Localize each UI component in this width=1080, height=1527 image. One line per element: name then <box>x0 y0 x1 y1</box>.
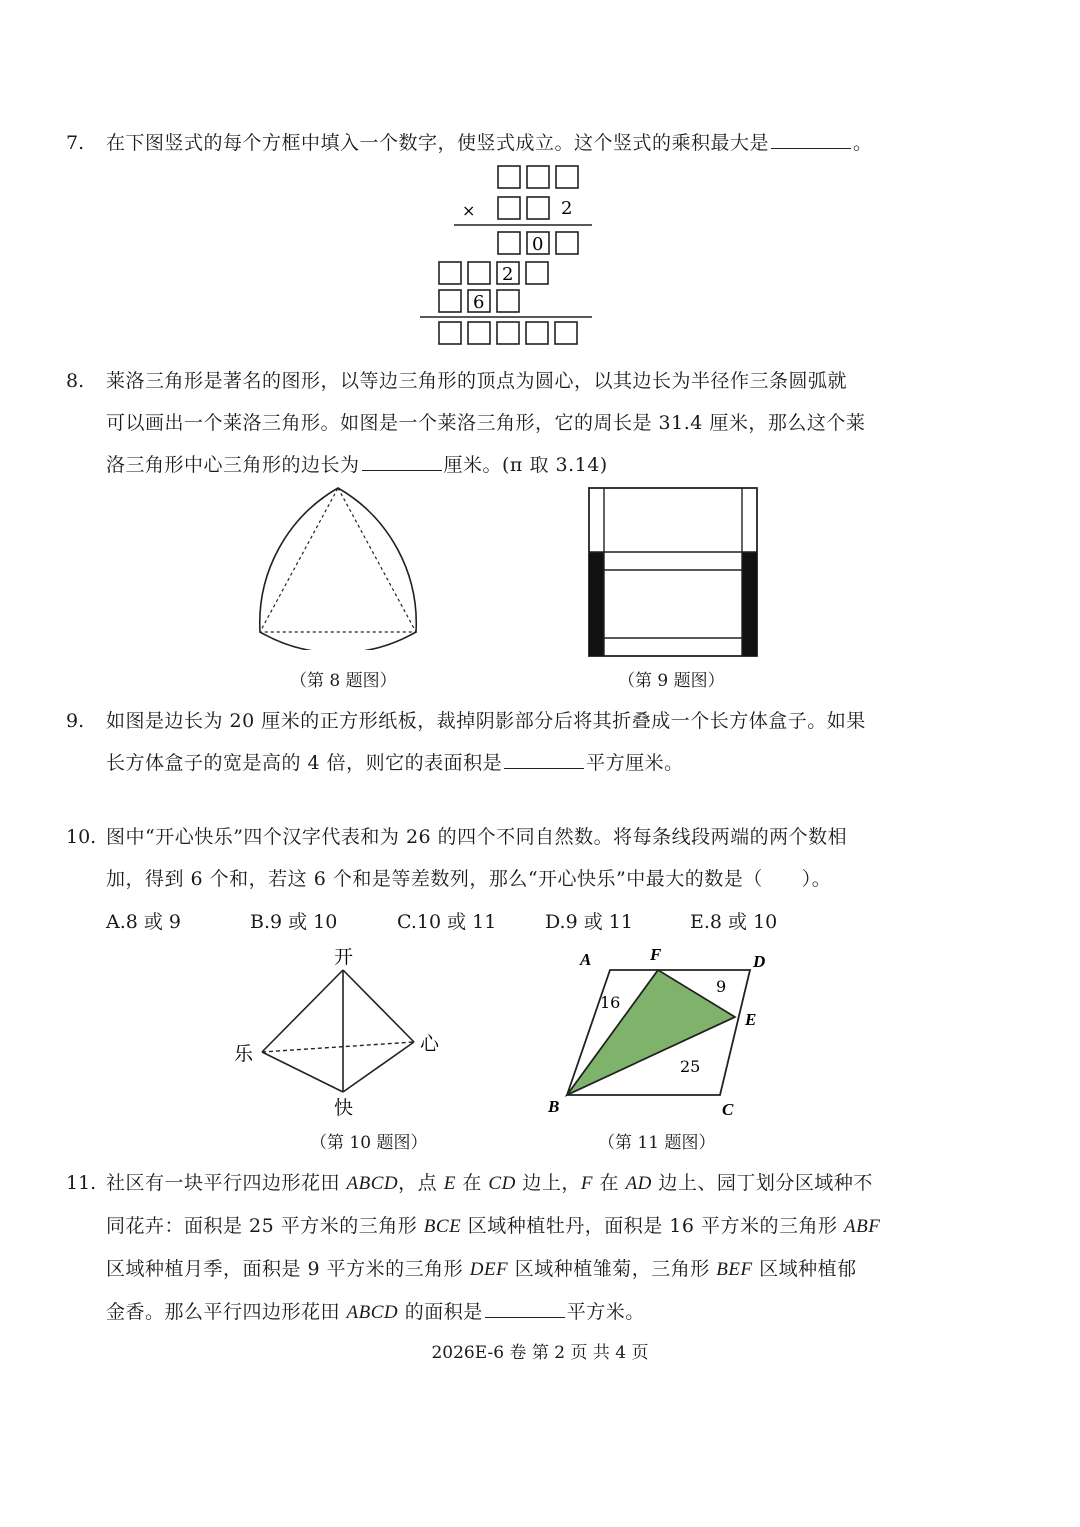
option-e[interactable]: E.8 或 10 <box>690 911 778 933</box>
q8-line2: 可以画出一个莱洛三角形。如图是一个莱洛三角形，它的周长是 31.4 厘米，那么这个莱 <box>106 412 866 434</box>
digit-2b: 2 <box>502 264 514 285</box>
q11-l2b: BCE <box>423 1216 462 1237</box>
q11-l1h: F <box>580 1173 593 1194</box>
label-kai: 开 <box>334 946 354 968</box>
q9-line1: 如图是边长为 20 厘米的正方形纸板，裁掉阴影部分后将其折叠成一个长方体盒子。如果 <box>106 710 866 732</box>
q8-line3a: 洛三角形中心三角形的边长为 <box>106 454 360 476</box>
q11-l1j: AD <box>625 1173 652 1194</box>
vertex-f: F <box>650 945 662 964</box>
question-number: 9. <box>66 710 85 732</box>
tetrahedron-figure <box>228 942 458 1122</box>
answer-blank[interactable] <box>485 1295 565 1318</box>
q11-line2 <box>106 1205 916 1248</box>
question-10 <box>66 816 916 900</box>
q11-l3e: 区域种植郁 <box>752 1258 857 1280</box>
question-8 <box>66 360 916 486</box>
q11-l4d: 平方米。 <box>566 1301 645 1323</box>
question-number: 8. <box>66 370 85 392</box>
q11-l2c: 区域种植牡丹，面积是 16 平方米的三角形 <box>461 1215 845 1237</box>
q11-line1 <box>106 1162 916 1205</box>
vertex-c: C <box>722 1100 734 1119</box>
page-footer: 2026E-6 卷 第 2 页 共 4 页 <box>431 1343 649 1363</box>
label-xin: 心 <box>420 1033 440 1055</box>
q11-l1b: ABCD <box>346 1173 399 1194</box>
figure-11-caption: （第 11 题图） <box>598 1133 716 1153</box>
q11-l2a: 同花卉：面积是 25 平方米的三角形 <box>106 1215 424 1237</box>
q11-l1k: 边上、园丁划分区域种不 <box>651 1172 873 1194</box>
question-11 <box>66 1162 916 1334</box>
vertex-a: A <box>580 950 592 969</box>
figure-10-caption: （第 10 题图） <box>310 1133 428 1153</box>
vertical-multiplication-figure <box>410 160 610 352</box>
question-number: 10. <box>66 826 97 848</box>
q11-l4a: 金香。那么平行四边形花田 <box>106 1301 347 1323</box>
answer-blank[interactable] <box>504 746 584 769</box>
q7-text: 在下图竖式的每个方框中填入一个数字，使竖式成立。这个竖式的乘积最大是 <box>106 132 770 154</box>
q11-l4c: 的面积是 <box>398 1301 483 1323</box>
q9-line2 <box>106 742 916 784</box>
q10-line2: 加，得到 6 个和，若这 6 个和是等差数列，那么“开心快乐”中最大的数是（ ）。 <box>106 868 832 890</box>
option-b[interactable]: B.9 或 10 <box>250 911 338 933</box>
q11-l4b: ABCD <box>346 1302 399 1323</box>
q11-line3 <box>106 1248 916 1291</box>
q11-l1g: 边上， <box>515 1172 581 1194</box>
parallelogram-figure <box>540 940 780 1120</box>
q11-l1a: 社区有一块平行四边形花田 <box>106 1172 347 1194</box>
area-bce: 25 <box>680 1057 701 1076</box>
reuleaux-triangle-figure <box>240 480 440 650</box>
q9-line2a: 长方体盒子的宽是高的 4 倍，则它的表面积是 <box>106 752 503 774</box>
q11-l2d: ABF <box>844 1216 881 1237</box>
q8-line3 <box>106 444 916 486</box>
shaded-triangle-bef <box>567 970 735 1095</box>
option-d[interactable]: D.9 或 11 <box>545 911 633 933</box>
figure-8-caption: （第 8 题图） <box>290 671 397 691</box>
option-c[interactable]: C.10 或 11 <box>397 911 497 933</box>
vertex-d: D <box>753 952 766 971</box>
q11-line4 <box>106 1291 916 1334</box>
area-abf: 16 <box>600 993 621 1012</box>
question-number: 11. <box>66 1172 97 1194</box>
q9-line2b: 平方厘米。 <box>586 752 684 774</box>
digit-0: 0 <box>532 234 544 255</box>
question-text <box>106 122 916 164</box>
shaded-strip-left <box>589 552 604 656</box>
q8-line1: 莱洛三角形是著名的图形，以等边三角形的顶点为圆心，以其边长为半径作三条圆弧就 <box>106 370 848 392</box>
q11-l3c: 区域种植雏菊，三角形 <box>508 1258 717 1280</box>
q11-l1e: 在 <box>455 1172 489 1194</box>
digit-2: 2 <box>561 198 573 219</box>
shaded-strip-right <box>742 552 757 656</box>
times-sign: × <box>462 201 476 220</box>
q8-line3b: 厘米。(π 取 3.14) <box>443 454 608 476</box>
vertex-e: E <box>745 1010 757 1029</box>
vertex-b: B <box>548 1097 560 1116</box>
q11-l1d: E <box>443 1173 456 1194</box>
q11-l1f: CD <box>488 1173 516 1194</box>
option-a[interactable]: A.8 或 9 <box>106 911 182 933</box>
question-9 <box>66 700 916 784</box>
question-7 <box>66 122 916 164</box>
q11-l1i: 在 <box>592 1172 626 1194</box>
q11-l3d: BEF <box>716 1259 753 1280</box>
q7-end: 。 <box>853 132 873 154</box>
q10-line1: 图中“开心快乐”四个汉字代表和为 26 的四个不同自然数。将每条线段两端的两个数相 <box>106 826 848 848</box>
area-def: 9 <box>716 977 727 996</box>
digit-6: 6 <box>473 292 485 313</box>
answer-blank[interactable] <box>362 448 442 471</box>
question-number: 7. <box>66 132 85 154</box>
label-le: 乐 <box>234 1043 254 1065</box>
answer-blank[interactable] <box>771 126 851 149</box>
square-cardboard-figure <box>585 484 765 660</box>
q11-l3b: DEF <box>469 1259 509 1280</box>
q11-l1c: ，点 <box>398 1172 444 1194</box>
q11-l3a: 区域种植月季，面积是 9 平方米的三角形 <box>106 1258 470 1280</box>
label-kuai: 快 <box>334 1097 354 1119</box>
figure-9-caption: （第 9 题图） <box>618 671 725 691</box>
